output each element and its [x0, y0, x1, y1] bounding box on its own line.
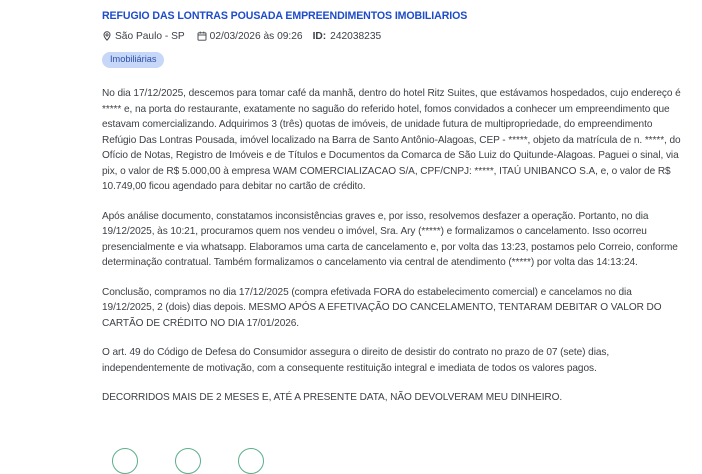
complaint-paragraph: Conclusão, compramos no dia 17/12/2025 (compra efetivada FORA do estabelecimento comercial) e cancelamos no dia 19/12/2025, 2 (dois) dias depois. MESMO APÓS A EFETIVAÇÃO DO CANCELAMENTO, TENTARAM DEBITAR O VALOR DO CARTÃO DE CRÉDITO NO DIA 17/01/2026. — [102, 286, 662, 329]
complaint-card — [102, 8, 682, 420]
date-text: 02/03/2026 às 09:26 — [209, 30, 303, 42]
location-pin-icon — [102, 31, 112, 41]
complaint-id — [313, 31, 382, 42]
company-title[interactable]: REFUGIO DAS LONTRAS POUSADA EMPREENDIMENTOS IMOBILIARIOS — [102, 10, 468, 22]
id-value: 242038235 — [330, 30, 382, 42]
share-button-3[interactable] — [238, 448, 264, 474]
complaint-body — [102, 86, 682, 406]
location-text: São Paulo - SP — [115, 30, 185, 42]
complaint-paragraph: O art. 49 do Código de Defesa do Consumidor assegura o direito de desistir do contrato no prazo de 07 (sete) dias, independentemente de motivação, com a consequente restituição integral e imediata de todos os valores pagos. — [102, 347, 610, 374]
complaint-paragraph: Após análise documento, constatamos inconsistências graves e, por isso, resolvemos desfazer a operação. Portanto, no dia 19/12/2025, às 10:21, procuramos quem nos vendeu o imóvel, Sra. Ary (*****) e formalizamos o cancelamento. Isso ocorreu presencialmente e via whatsapp. Elaboramos uma carta de cancelamento e, por volta das 13:23, postamos pelo Correio, conforme determinação contratual. Também formalizamos o cancelamento via central de atendimento (*****) por volta das 14:13:24. — [102, 210, 678, 268]
share-button-2[interactable] — [175, 448, 201, 474]
location — [102, 31, 185, 42]
id-label: ID: — [312, 30, 327, 42]
category-badge[interactable]: Imobiliárias — [102, 52, 164, 68]
date — [197, 31, 303, 42]
share-actions — [112, 448, 301, 474]
complaint-meta — [102, 29, 682, 43]
calendar-icon — [197, 31, 207, 41]
share-button-1[interactable] — [112, 448, 138, 474]
complaint-paragraph: No dia 17/12/2025, descemos para tomar café da manhã, dentro do hotel Ritz Suites, que estávamos hospedados, cujo endereço é ***** e, na porta do restaurante, exatamente no saguão do referido hotel, fomos convidados a conhecer um empreendimento que estavam comercializando. Adquirimos 3 (três) quotas de imóveis, de unidade futura de multipropriedade, do empreendimento Refúgio Das Lontras Pousada, imóvel localizado na Barra de Santo Antônio-Alagoas, CEP - *****, objeto da matrícula de n. *****, do Ofício de Notas, Registro de Imóveis e de Títulos e Documentos da Comarca de São Luiz do Quitunde-Alagoas. Paguei o sinal, via pix, o valor de R$ 5.000,00 à empresa WAM COMERCIALIZACAO S/A, CPF/CNPJ: *****, ITAÚ UNIBANCO S.A, e, o valor de R$ 10.749,00 ficou agendado para debitar no cartão de crédito. — [102, 88, 681, 192]
complaint-paragraph: DECORRIDOS MAIS DE 2 MESES E, ATÉ A PRESENTE DATA, NÃO DEVOLVERAM MEU DINHEIRO. — [102, 392, 563, 403]
